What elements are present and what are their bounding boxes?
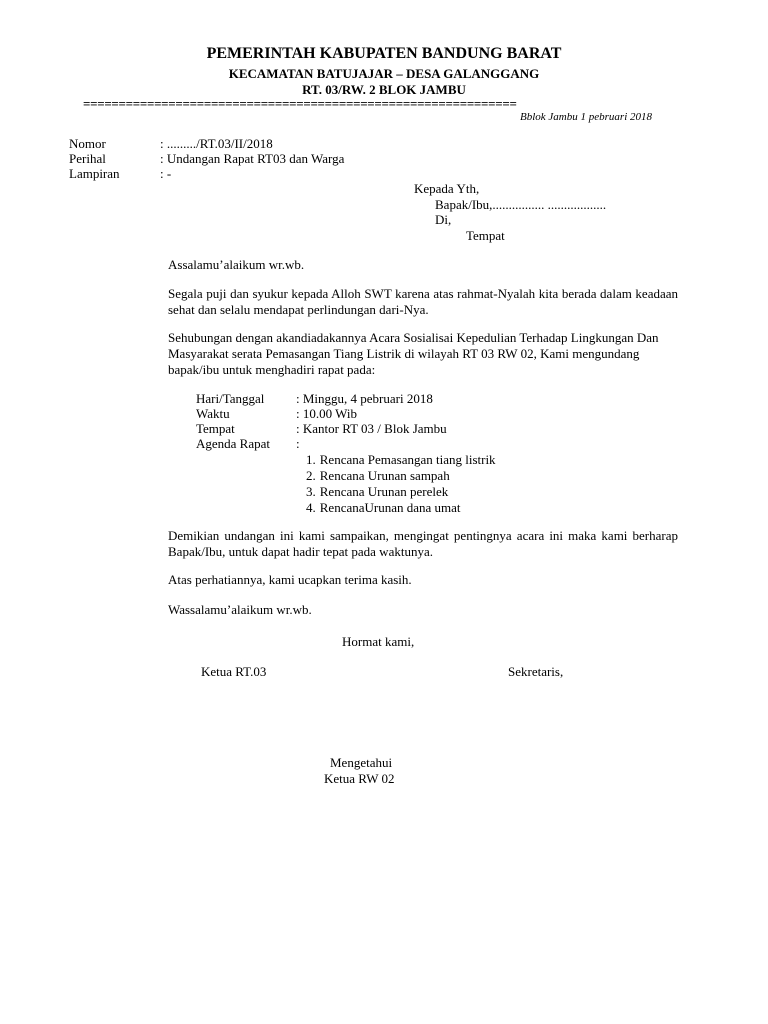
paragraph-purpose: Sehubungan dengan akandiadakannya Acara Sosialisai Kepedulian Terhadap Lingkungan Dan Masyarakat serata Pemasangan Tiang Listrik di wilayah RT 03 RW 02, Kami mengundang bapak/ibu untuk menghadiri rapat pada: [168,330,659,377]
letterhead-separator: ============================================================= [83,96,517,111]
agenda-number: 4. [306,500,316,515]
meta-value-nomor: : ........./RT.03/II/2018 [160,136,273,151]
greeting: Assalamu’alaikum wr.wb. [168,257,305,272]
recipient-line-1: Kepada Yth, [414,181,480,196]
agenda-item [306,500,461,515]
letterhead-subtitle-2: RT. 03/RW. 2 BLOK JAMBU [302,82,466,97]
regards: Hormat kami, [342,634,415,649]
place-date: Bblok Jambu 1 pebruari 2018 [520,111,652,123]
meta-label-nomor: Nomor [69,136,106,151]
agenda-number: 3. [306,484,316,499]
approval-title: Ketua RW 02 [324,771,395,786]
detail-value-agenda: : [296,436,300,451]
agenda-text: Rencana Urunan sampah [319,468,450,483]
agenda-number: 2. [306,468,316,483]
agenda-text: Rencana Pemasangan tiang listrik [319,452,496,467]
detail-label-date: Hari/Tanggal [196,391,265,406]
detail-value-date: : Minggu, 4 pebruari 2018 [296,391,433,406]
meta-label-lampiran: Lampiran [69,166,120,181]
agenda-text: RencanaUrunan dana umat [319,500,461,515]
letterhead-subtitle-1: KECAMATAN BATUJAJAR – DESA GALANGGANG [228,66,540,81]
letterhead-title: PEMERINTAH KABUPATEN BANDUNG BARAT [206,45,562,62]
agenda-text: Rencana Urunan perelek [319,484,449,499]
meta-value-perihal: : Undangan Rapat RT03 dan Warga [160,151,345,166]
recipient-line-4: Tempat [466,228,505,243]
signature-left-title: Ketua RT.03 [201,664,267,679]
agenda-item [306,452,496,467]
paragraph-opening: Segala puji dan syukur kepada Alloh SWT karena atas rahmat-Nyalah kita berada dalam keadaan sehat dan selalu mendapat perlindungan dari-Nya. [168,286,678,317]
detail-label-place: Tempat [196,421,235,436]
signature-right-title: Sekretaris, [508,664,564,679]
detail-label-agenda: Agenda Rapat [196,436,271,451]
agenda-item [306,484,448,499]
detail-label-time: Waktu [196,406,230,421]
paragraph-thanks: Atas perhatiannya, kami ucapkan terima kasih. [168,572,412,587]
approval-label: Mengetahui [330,755,393,770]
agenda-number: 1. [306,452,316,467]
paragraph-closing: Demikian undangan ini kami sampaikan, mengingat pentingnya acara ini maka kami berharap Bapak/Ibu, untuk dapat hadir tepat pada waktunya. [168,528,678,559]
farewell: Wassalamu’alaikum wr.wb. [168,602,312,617]
meta-value-lampiran: : - [160,166,172,181]
detail-value-place: : Kantor RT 03 / Blok Jambu [296,421,447,436]
recipient-line-2: Bapak/Ibu,................ .................. [435,197,607,212]
recipient-line-3: Di, [435,212,452,227]
detail-value-time: : 10.00 Wib [296,406,357,421]
meta-label-perihal: Perihal [69,151,106,166]
agenda-item [306,468,450,483]
